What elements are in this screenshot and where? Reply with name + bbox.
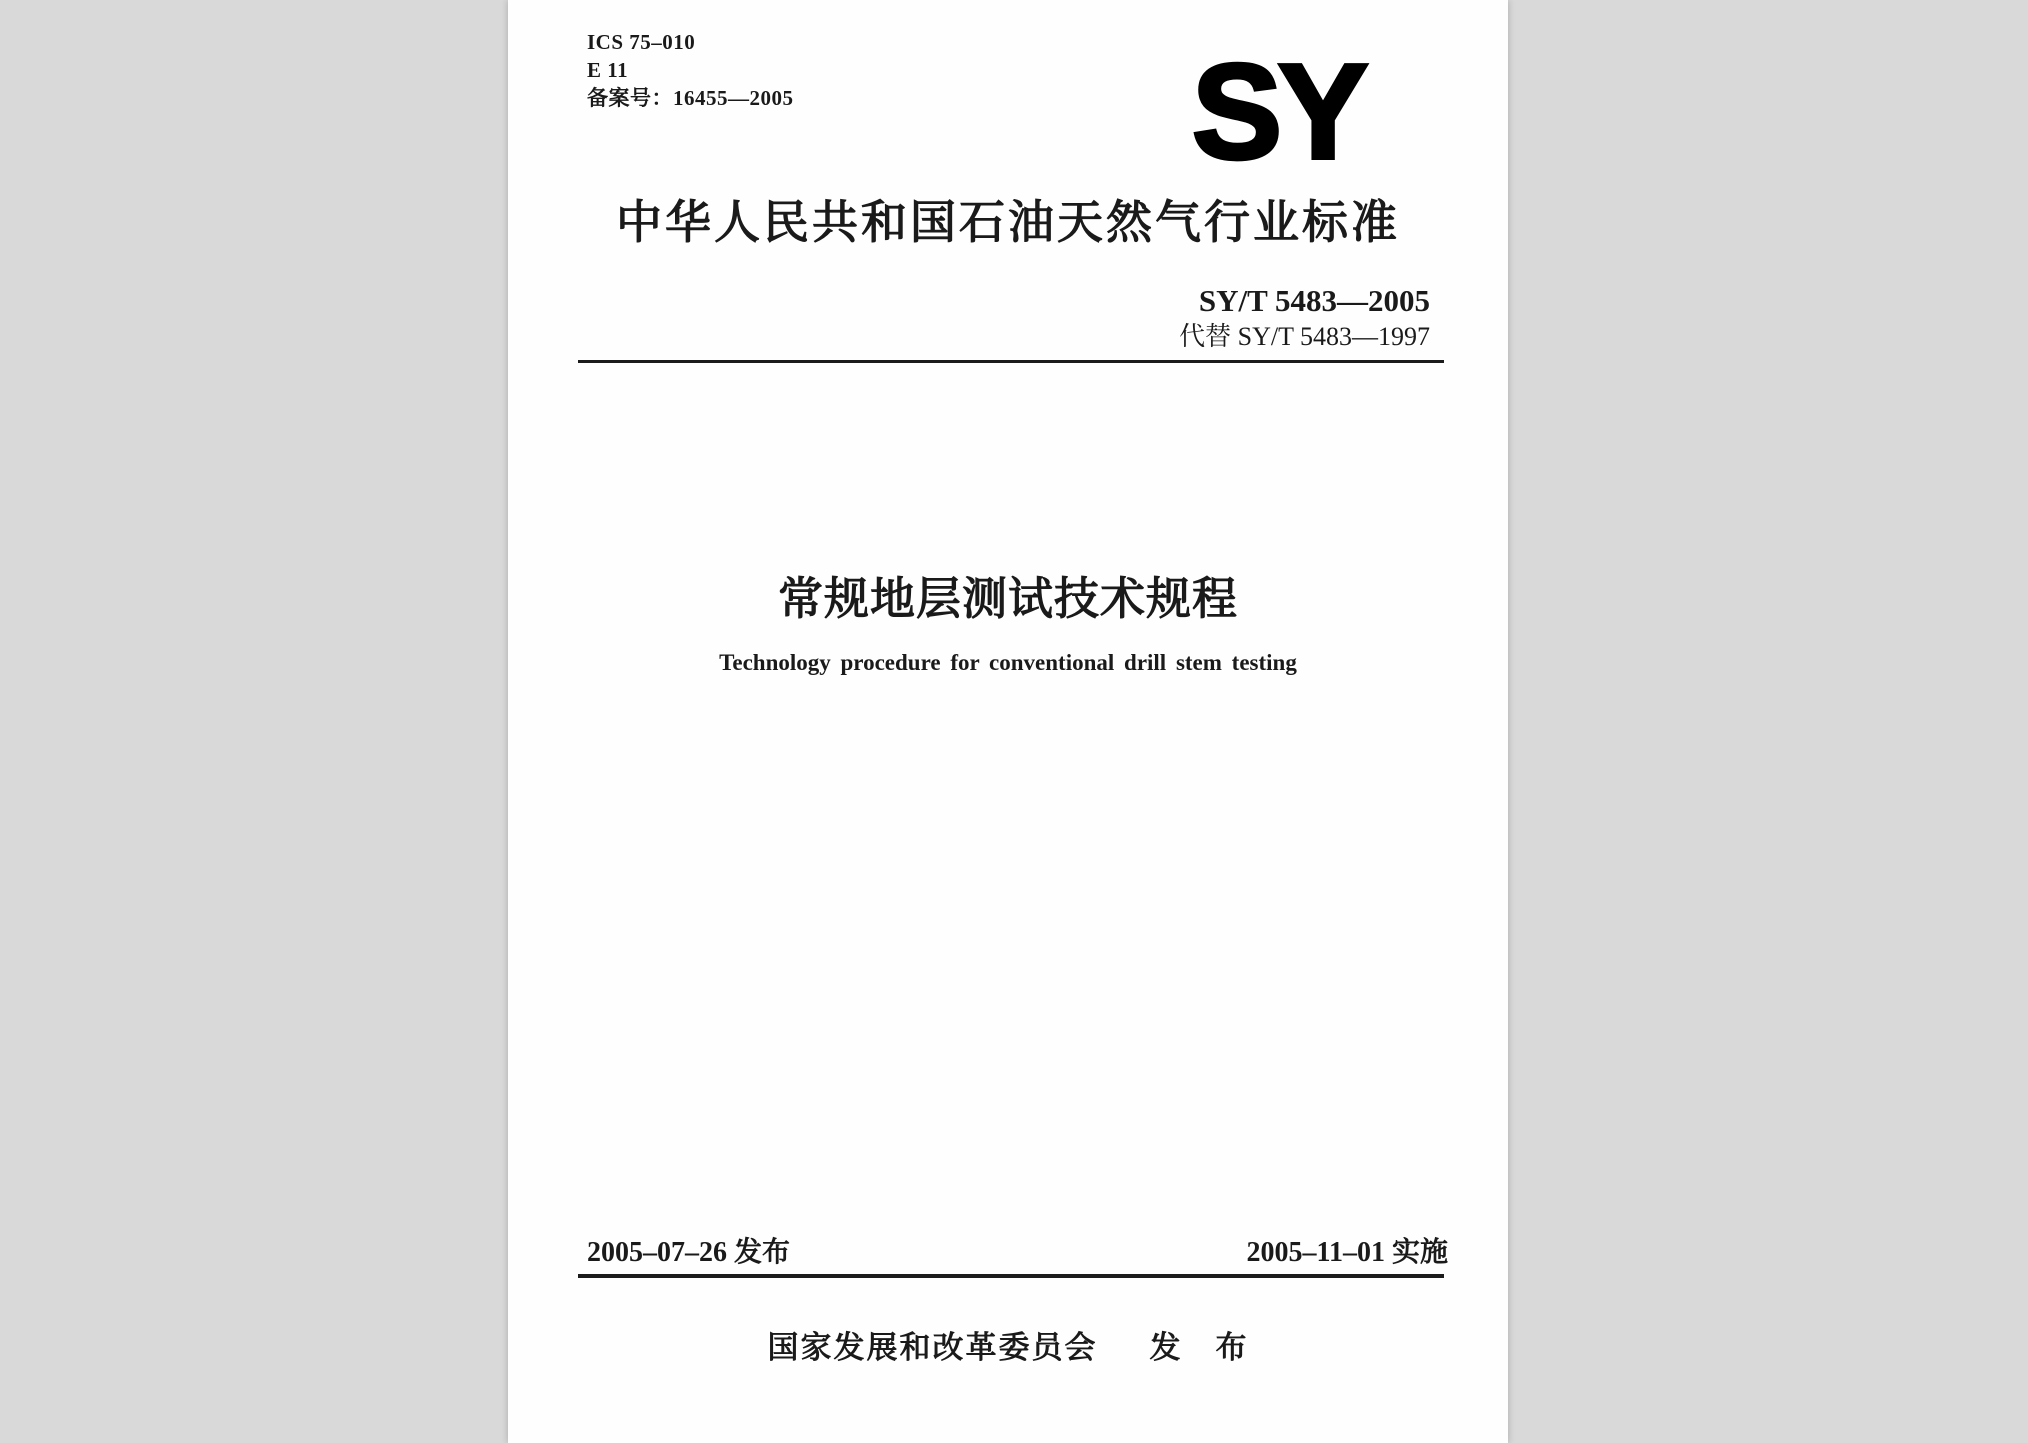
document-title-cn: 常规地层测试技术规程: [777, 573, 1238, 624]
bottom-divider: [578, 1274, 1444, 1278]
standard-banner-title: 中华人民共和国石油天然气行业标准: [616, 196, 1400, 248]
standard-number-block: [1179, 284, 1430, 352]
publish-label: 发 布: [1149, 1330, 1249, 1365]
ics-code: ICS 75–010: [587, 30, 696, 54]
issuer-name: 国家发展和改革委员会: [767, 1330, 1098, 1365]
top-divider: [578, 360, 1444, 363]
standard-cover-page: [508, 0, 1508, 1443]
ics-block: [587, 28, 794, 112]
sy-logo: SY: [1192, 36, 1365, 187]
document-class-code: E 11: [587, 58, 629, 82]
issue-date: 2005–07–26 发布: [587, 1237, 791, 1268]
standard-number: SY/T 5483—2005: [1198, 283, 1430, 318]
document-title-en: Technology procedure for conventional drill stem testing: [719, 650, 1297, 675]
publisher-row: [508, 1322, 1508, 1367]
replaces-note: 代替 SY/T 5483—1997: [1179, 322, 1430, 351]
implement-date: 2005–11–01 实施: [1246, 1237, 1448, 1268]
record-number: 备案号：16455—2005: [587, 86, 794, 110]
